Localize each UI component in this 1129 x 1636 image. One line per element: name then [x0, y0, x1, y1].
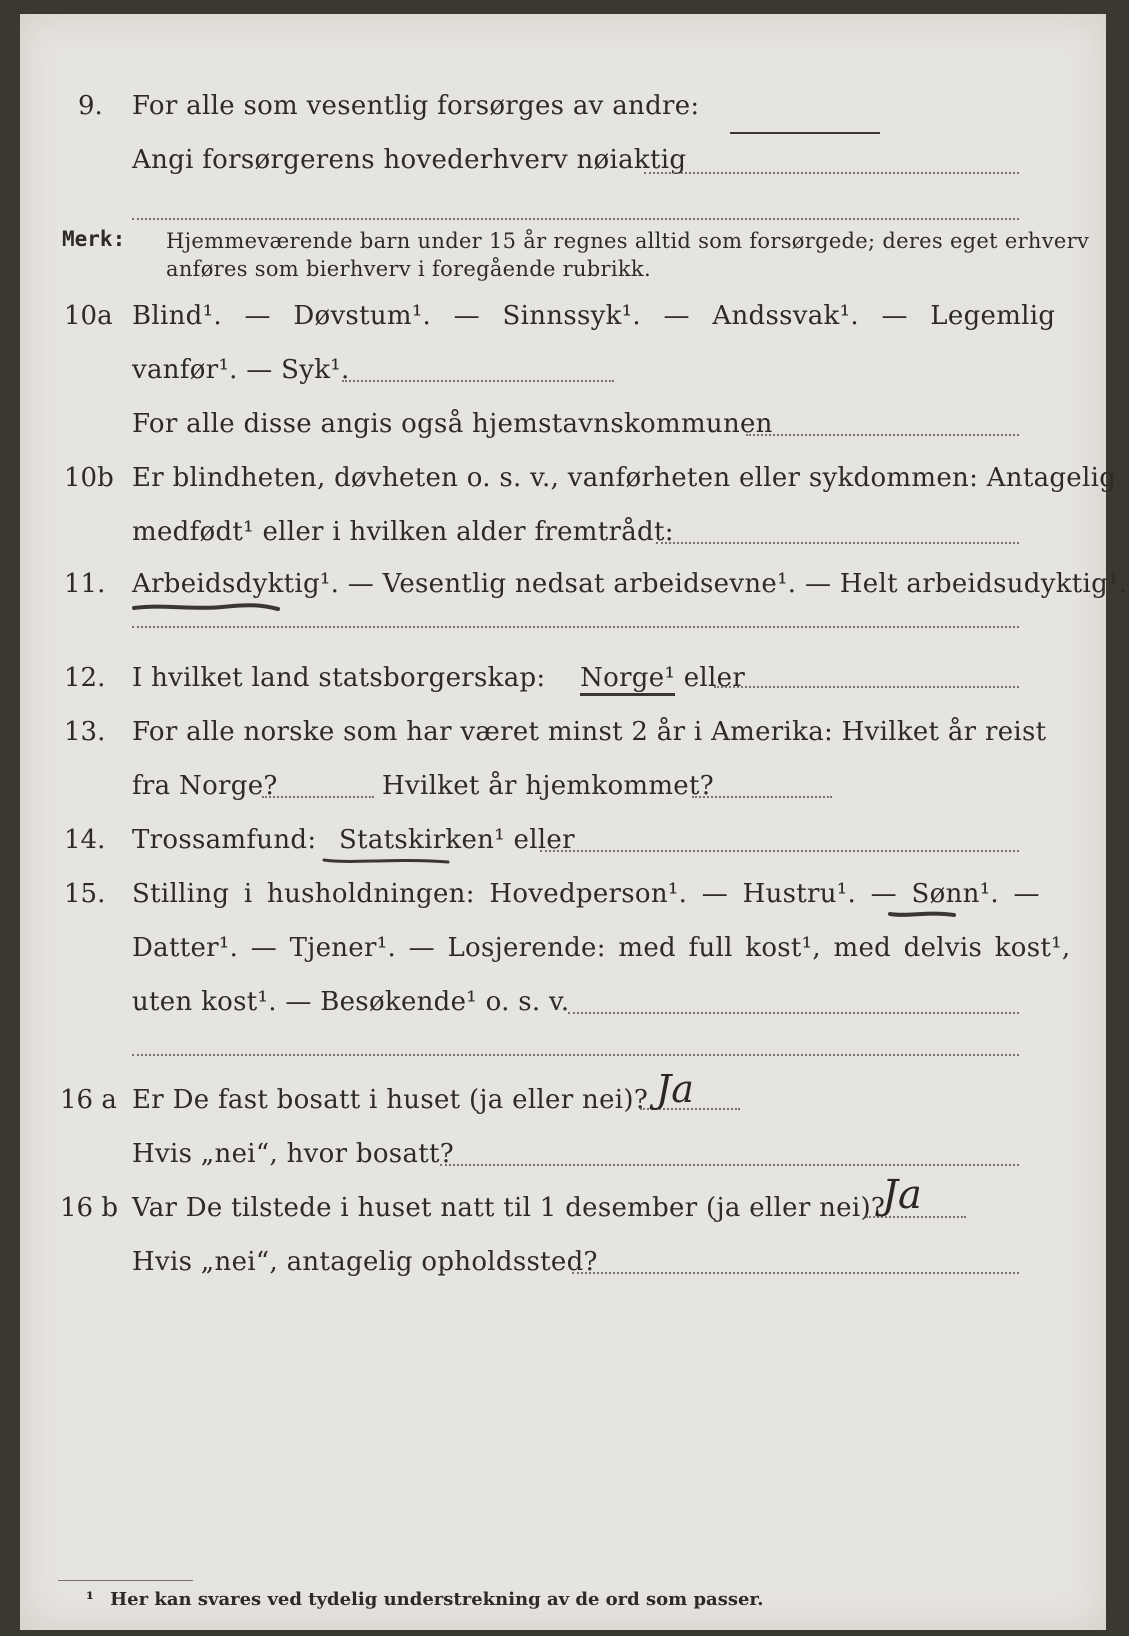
q9-number: 9. — [78, 91, 103, 121]
q10a-line2: vanfør¹. — Syk¹. — [132, 355, 350, 385]
q13-line2a: fra Norge? — [132, 771, 278, 801]
q11-answer-field[interactable] — [132, 626, 1019, 628]
merk-label: Merk: — [62, 227, 126, 251]
q11-number: 11. — [64, 569, 106, 599]
q12-answer-field[interactable] — [714, 686, 1019, 688]
form-page — [20, 14, 1128, 1630]
q16b-number: 16 b — [60, 1193, 118, 1223]
q10a-line1: Blind¹. — Døvstum¹. — Sinnssyk¹. — Andssvak¹. — Legemlig — [132, 301, 1056, 331]
footnote-mark: ¹ — [86, 1589, 94, 1610]
q10b-line1: Er blindheten, døvheten o. s. v., vanførheten eller sykdommen: Antagelig — [132, 463, 1117, 493]
q15-line1b: ¹. — — [979, 879, 1040, 909]
q14-handwritten-underline — [322, 854, 452, 868]
q10a-answer-field[interactable] — [342, 380, 614, 382]
q11-rest: — Vesentlig nedsat arbeidsevne¹. — Helt arbeidsudyktig¹. — [339, 569, 1128, 599]
q10a-number: 10a — [64, 301, 113, 331]
q9-answer-field-2[interactable] — [132, 218, 1019, 220]
q16a-handwritten-answer: Ja — [656, 1067, 694, 1111]
q9-mark-line — [730, 132, 880, 134]
q9-line2: Angi forsørgerens hovederhverv nøiaktig — [132, 145, 687, 175]
q12-question: I hvilket land statsborgerskap: — [132, 663, 546, 693]
q14-question: Trossamfund: — [132, 825, 317, 855]
merk-line1: Hjemmeværende barn under 15 år regnes alltid som forsørgede; deres eget erhverv — [166, 229, 1090, 253]
q16b-location-field[interactable] — [572, 1272, 1019, 1274]
q16b-line1: Var De tilstede i huset natt til 1 desember (ja eller nei)? — [132, 1193, 886, 1223]
q15-number: 15. — [64, 879, 106, 909]
footnote-text: Her kan svares ved tydelig understrekning av de ord som passer. — [110, 1589, 764, 1610]
q9-line1: For alle som vesentlig forsørges av andre: — [132, 91, 700, 121]
q16a-line2: Hvis „nei“, hvor bosatt? — [132, 1139, 454, 1169]
q15-handwritten-underline — [888, 908, 958, 920]
q15-line2: Datter¹. — Tjener¹. — Losjerende: med full kost¹, med delvis kost¹, — [132, 933, 1071, 963]
q16b-handwritten-answer: Ja — [882, 1172, 922, 1218]
q10a-line3: For alle disse angis også hjemstavnskommunen — [132, 409, 773, 439]
q16b-line2: Hvis „nei“, antagelig opholdssted? — [132, 1247, 598, 1277]
q10b-line2: medfødt¹ eller i hvilken alder fremtrådt: — [132, 517, 674, 547]
q15-answer-field[interactable] — [568, 1012, 1019, 1014]
q11-handwritten-underline — [132, 600, 282, 614]
q12-option-norge[interactable]: Norge¹ — [580, 663, 675, 696]
merk-line2: anføres som bierhverv i foregående rubrikk. — [166, 257, 651, 281]
q14-answer-field[interactable] — [540, 850, 1019, 852]
q12-number: 12. — [64, 663, 106, 693]
footnote-divider — [58, 1580, 193, 1581]
q13-number: 13. — [64, 717, 106, 747]
q11-option-arbeidsdyktig[interactable]: Arbeidsdyktig¹. — [132, 569, 340, 599]
q10a-hometown-field[interactable] — [746, 434, 1019, 436]
q14-option-statskirken[interactable]: Statskirken — [338, 825, 495, 855]
q14-tail: ¹ eller — [494, 825, 575, 855]
q14-number: 14. — [64, 825, 106, 855]
q10b-answer-field[interactable] — [656, 542, 1019, 544]
q13-return-year-field[interactable] — [692, 796, 832, 798]
q16a-number: 16 a — [60, 1085, 117, 1115]
q15-line3: uten kost¹. — Besøkende¹ o. s. v. — [132, 987, 570, 1017]
q13-line2b: Hvilket år hjemkommet? — [382, 771, 714, 801]
q9-answer-field[interactable] — [644, 172, 1019, 174]
q16a-residence-field[interactable] — [440, 1164, 1019, 1166]
q15-line1a: Stilling i husholdningen: Hovedperson¹. — Hustru¹. — — [132, 879, 897, 909]
q10b-number: 10b — [64, 463, 114, 493]
q12-tail: eller — [675, 663, 746, 693]
q16a-line1: Er De fast bosatt i huset (ja eller nei)? — [132, 1085, 649, 1115]
q13-departure-year-field[interactable] — [262, 796, 374, 798]
q15-option-sonn[interactable]: Sønn — [911, 879, 980, 909]
q15-answer-field-2[interactable] — [132, 1054, 1019, 1056]
q13-line1: For alle norske som har været minst 2 år i Amerika: Hvilket år reist — [132, 717, 1047, 747]
